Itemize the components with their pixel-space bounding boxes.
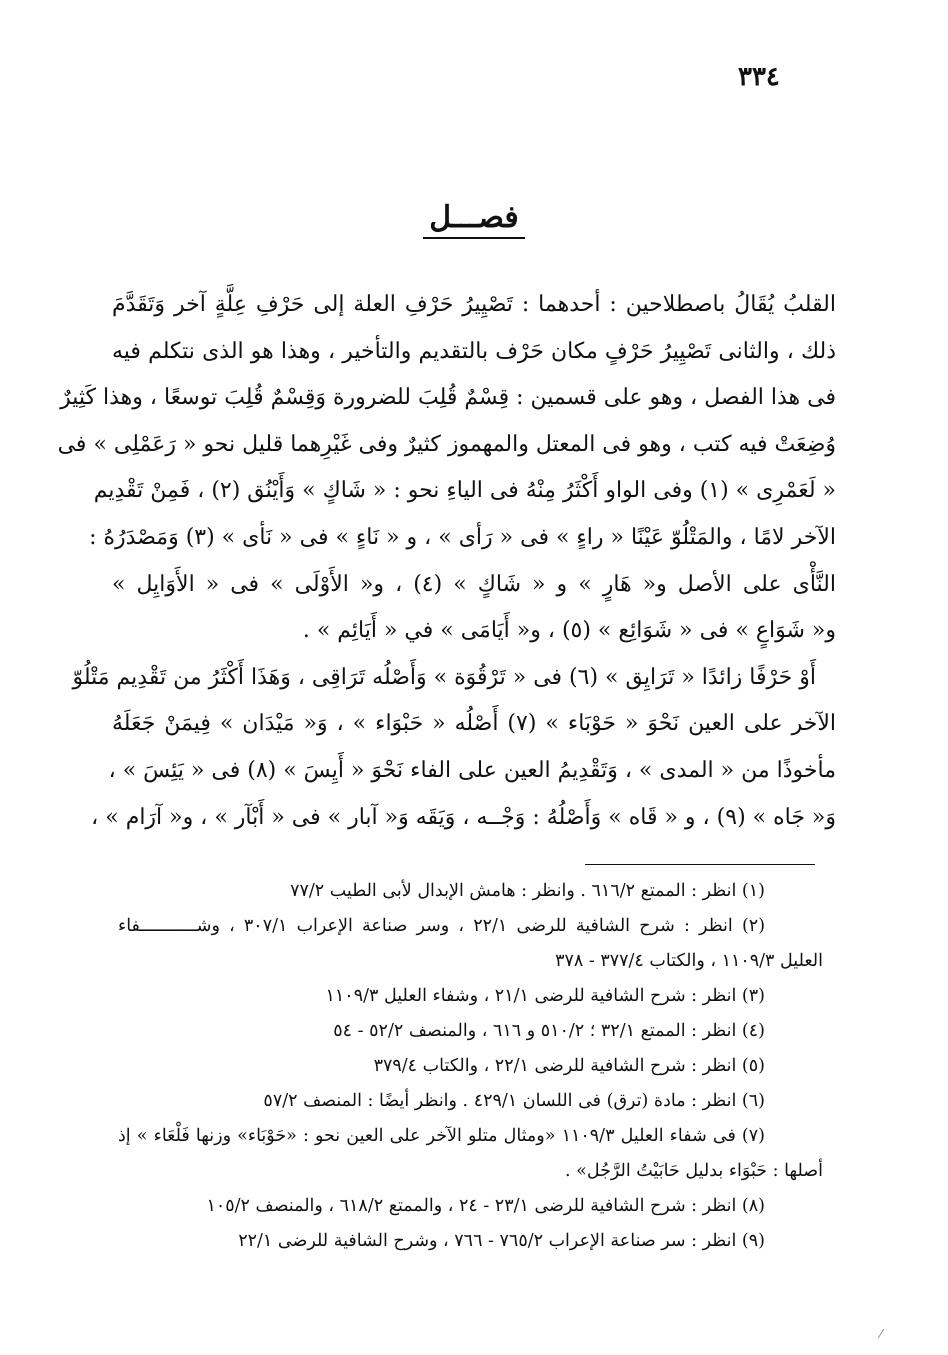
footnote-3: (٣) انظر : شرح الشافية للرضى ٢١/١ ، وشفاء العليل ١١٠٩/٣	[325, 986, 765, 1006]
footnote-2: (٢) انظر : شرح الشافية للرضى ٢٢/١ ، وسر صناعة الإعراب ٣٠٧/١ ، وشـــــــــــفاء	[118, 916, 766, 936]
footnote-2-continued: العليل ١١٠٩/٣ ، والكتاب ٣٧٧/٤ - ٣٧٨	[555, 951, 823, 971]
footnote-4: (٤) انظر : الممتع ٣٢/١ ؛ ٥١٠/٢ و ٦١٦ ، والمنصف ٥٢/٢ - ٥٤	[333, 1021, 765, 1041]
body-line: ذلك ، والثانى تَصْيِيرُ حَرْفٍ مكان حَرْف بالتقديم والتأخير ، وهذا هو الذى نتكلم فيه	[112, 338, 837, 364]
footnote-separator	[585, 864, 815, 865]
scan-mark-icon: ⁄	[880, 1327, 883, 1341]
body-line: فى هذا الفصل ، وهو على قسمين : قِسْمٌ قُلِبَ للضرورة وَقِسْمٌ قُلِبَ توسعًا ، وهذا كَثِيرٌ	[60, 385, 836, 411]
section-heading-text: فصـــل	[423, 200, 524, 239]
footnote-5: (٥) انظر : شرح الشافية للرضى ٢٢/١ ، والكتاب ٣٧٩/٤	[373, 1056, 765, 1076]
body-line: القلبُ يُقَالُ باصطلاحين : أحدهما : تَصْيِيرُ حَرْفِ العلة إلى حَرْفِ عِلَّةٍ آخر وَتَقَدَّمَ	[112, 292, 836, 317]
body-line: النَّأْى على الأصل و« هَارٍ » و « شَاكٍ » (٤) ، و« الأَوْلَى » فى « الأَوَايِل »	[112, 571, 836, 597]
section-heading	[0, 200, 948, 239]
footnote-1: (١) انظر : الممتع ٦١٦/٢ . وانظر : هامش الإبدال لأبى الطيب ٧٧/٢	[290, 881, 765, 901]
body-line: و« شَوَاعٍ » فى « شَوَائِع » (٥) ، و« أَيَامَى » في « أَيَائِم » .	[302, 618, 836, 644]
body-line: أَوْ حَرْفًا زائدًا « تَرَايِق » (٦) فى « تَرْقُوَة » وَأَصْلُه تَرَاقِى ، وَهَذَا أَكْثَرُ من تَقْدِيم مَتْلُوّ	[72, 664, 816, 690]
body-line: وُضِعَتْ فيه كتب ، وهو فى المعتل والمهموز كثيرٌ وفى غَيْرِهما قليل نحو « رَعَمْلِى » فى	[57, 431, 836, 457]
page-number: ٣٣٤	[738, 62, 780, 92]
footnote-7: (٧) فى شفاء العليل ١١٠٩/٣ «ومثال متلو الآخر على العين نحو : «حَوْبَاء» وزنها فَلْعَاء » إذ	[118, 1126, 765, 1146]
footnote-8: (٨) انظر : شرح الشافية للرضى ٢٣/١ - ٢٤ ، والممتع ٦١٨/٢ ، والمنصف ١٠٥/٢	[206, 1196, 765, 1216]
footnote-9: (٩) انظر : سر صناعة الإعراب ٧٦٥/٢ - ٧٦٦ ، وشرح الشافية للرضى ٢٢/١	[238, 1231, 765, 1251]
body-line: « لَعَمْرِى » (١) وفى الواو أَكْثَرُ مِنْهُ فى الياءِ نحو : « شَاكٍ » وَأَيْنُق (٢) ، فَمِنْ تَقْدِيم	[93, 478, 836, 504]
main-text	[57, 282, 837, 841]
body-line: مأخوذًا من « المدى » ، وَتَقْدِيمُ العين على الفاء نَحْوَ « أَيِسَ » (٨) فى « يَئِسَ » ،	[108, 757, 836, 783]
footnote-7-continued: أصلها : حَبْوَاء بدليل حَابَيْتُ الرَّجُل» .	[564, 1161, 823, 1181]
body-line: الآخر لامًا ، والمَتْلُوّ عَيْنًا « راءٍ » فى « رَأى » ، و « نَاءٍ » فى « نَأى » (٣) وَمَصْدَرُهُ :	[89, 524, 836, 550]
body-line: وَ« جَاه » (٩) ، و « قَاه » وَأَصْلُهُ : وَجْــه ، وَيَقَه وَ« آبار » فى « أَبْآر » ، و« آرَام » ،	[91, 804, 836, 830]
footnote-6: (٦) انظر : مادة (ترق) فى اللسان ٤٢٩/١ . وانظر أيضًا : المنصف ٥٧/٢	[263, 1091, 765, 1111]
body-line: الآخر على العين نَحْوَ « حَوْبَاء » (٧) أَصْلُه « حَبْوَاء » ، وَ« مَيْدَان » فِيمَنْ جَعَلَهُ	[112, 711, 836, 737]
footnotes	[118, 874, 823, 1259]
